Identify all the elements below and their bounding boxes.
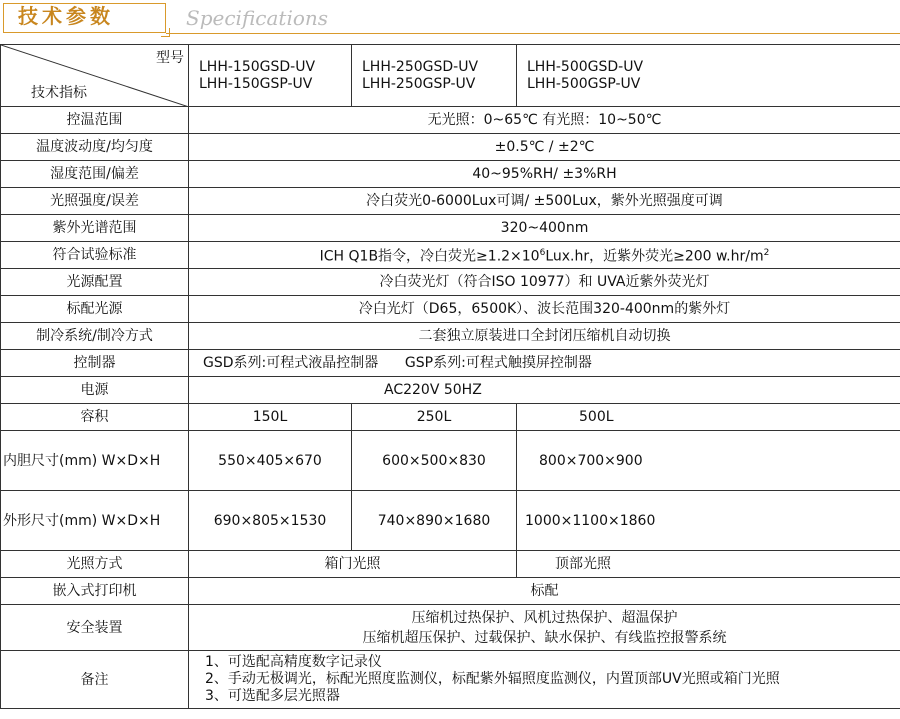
row-value — [189, 242, 900, 269]
table-row — [1, 296, 900, 323]
row-value: 无光照：0~65℃ 有光照：10~50℃ — [189, 107, 900, 134]
row-value: 740×890×1680 — [352, 491, 517, 551]
corner-header-cell — [1, 45, 189, 107]
row-value: ±0.5℃ / ±2℃ — [189, 134, 900, 161]
row-value: 冷白荧光灯（符合ISO 10977）和 UVA近紫外荧光灯 — [189, 269, 900, 296]
frame-corner-decor — [0, 0, 8, 8]
table-row — [1, 551, 900, 578]
standard-text-1: ICH Q1B指令，冷白荧光≥1.2×10 — [319, 248, 540, 265]
row-label: 安全装置 — [1, 605, 189, 651]
row-value: 150L — [189, 404, 352, 431]
row-value: 250L — [352, 404, 517, 431]
table-row — [1, 107, 900, 134]
row-label: 温度波动度/均匀度 — [1, 134, 189, 161]
section-title: 技术参数 — [18, 4, 114, 28]
row-label: 电源 — [1, 377, 189, 404]
corner-index-label: 技术指标 — [31, 85, 87, 101]
row-label: 容积 — [1, 404, 189, 431]
row-label: 符合试验标准 — [1, 242, 189, 269]
table-row — [1, 605, 900, 651]
table-row — [1, 350, 900, 377]
row-label: 紫外光谱范围 — [1, 215, 189, 242]
table-row — [1, 188, 900, 215]
note-line: 1、可选配高精度数字记录仪 — [205, 654, 382, 670]
table-row — [1, 134, 900, 161]
table-row — [1, 578, 900, 605]
section-header — [0, 0, 900, 44]
row-label: 控制器 — [1, 350, 189, 377]
row-value: 320~400nm — [189, 215, 900, 242]
row-label: 光照方式 — [1, 551, 189, 578]
table-row — [1, 242, 900, 269]
row-label: 光照强度/误差 — [1, 188, 189, 215]
row-value: 二套独立原装进口全封闭压缩机自动切换 — [189, 323, 900, 350]
row-value: 800×700×900 — [517, 431, 900, 491]
table-row — [1, 491, 900, 551]
spec-table — [0, 44, 900, 709]
table-row-models — [1, 45, 900, 107]
row-label: 控温范围 — [1, 107, 189, 134]
row-value: 冷白光灯（D65，6500K）、波长范围320-400nm的紫外灯 — [189, 296, 900, 323]
row-value: 690×805×1530 — [189, 491, 352, 551]
table-row — [1, 215, 900, 242]
model-name: LHH-150GSP-UV — [199, 75, 313, 92]
row-label: 制冷系统/制冷方式 — [1, 323, 189, 350]
table-row — [1, 161, 900, 188]
row-label: 内胆尺寸(mm) W×D×H — [1, 431, 189, 491]
table-row — [1, 269, 900, 296]
superscript-2: 2 — [763, 248, 770, 259]
model-name: LHH-500GSD-UV — [527, 58, 644, 75]
row-value — [189, 651, 900, 709]
note-line: 3、可选配多层光照器 — [205, 688, 340, 704]
safety-line: 压缩机超压保护、过载保护、缺水保护、有线监控报警系统 — [362, 629, 727, 646]
row-value: 1000×1100×1860 — [517, 491, 900, 551]
model-name: LHH-150GSD-UV — [199, 58, 316, 75]
row-value: 顶部光照 — [517, 551, 900, 578]
table-row — [1, 377, 900, 404]
row-value: 箱门光照 — [189, 551, 517, 578]
row-value: 550×405×670 — [189, 431, 352, 491]
row-label: 备注 — [1, 651, 189, 709]
table-row — [1, 404, 900, 431]
table-row — [1, 651, 900, 709]
header-divider — [166, 33, 900, 34]
row-value: 500L — [517, 404, 900, 431]
model-cell-500 — [517, 45, 900, 107]
row-label: 光源配置 — [1, 269, 189, 296]
table-row — [1, 323, 900, 350]
row-value: 标配 — [189, 578, 900, 605]
table-row — [1, 431, 900, 491]
row-value: 600×500×830 — [352, 431, 517, 491]
note-line: 2、手动无极调光，标配光照度监测仪，标配紫外辐照度监测仪，内置顶部UV光照或箱门光照 — [205, 671, 780, 687]
section-subtitle: Specifications — [186, 6, 329, 30]
row-value: 冷白荧光0-6000Lux可调/ ±500Lux，紫外光照强度可调 — [189, 188, 900, 215]
model-name: LHH-500GSP-UV — [527, 75, 641, 92]
model-name: LHH-250GSD-UV — [362, 58, 479, 75]
model-cell-250 — [352, 45, 517, 107]
corner-model-label: 型号 — [156, 50, 184, 66]
row-label: 标配光源 — [1, 296, 189, 323]
row-label: 外形尺寸(mm) W×D×H — [1, 491, 189, 551]
row-value: AC220V 50HZ — [189, 377, 900, 404]
model-name: LHH-250GSP-UV — [362, 75, 476, 92]
row-label: 嵌入式打印机 — [1, 578, 189, 605]
standard-text-2: Lux.hr，近紫外荧光≥200 w.hr/m — [545, 248, 764, 265]
model-cell-150 — [189, 45, 352, 107]
row-value: GSD系列:可程式液晶控制器 GSP系列:可程式触摸屏控制器 — [189, 350, 900, 377]
superscript-6: 6 — [539, 248, 546, 259]
safety-line: 压缩机过热保护、风机过热保护、超温保护 — [411, 609, 678, 626]
row-label: 湿度范围/偏差 — [1, 161, 189, 188]
row-value — [189, 605, 900, 651]
row-value: 40~95%RH/ ±3%RH — [189, 161, 900, 188]
